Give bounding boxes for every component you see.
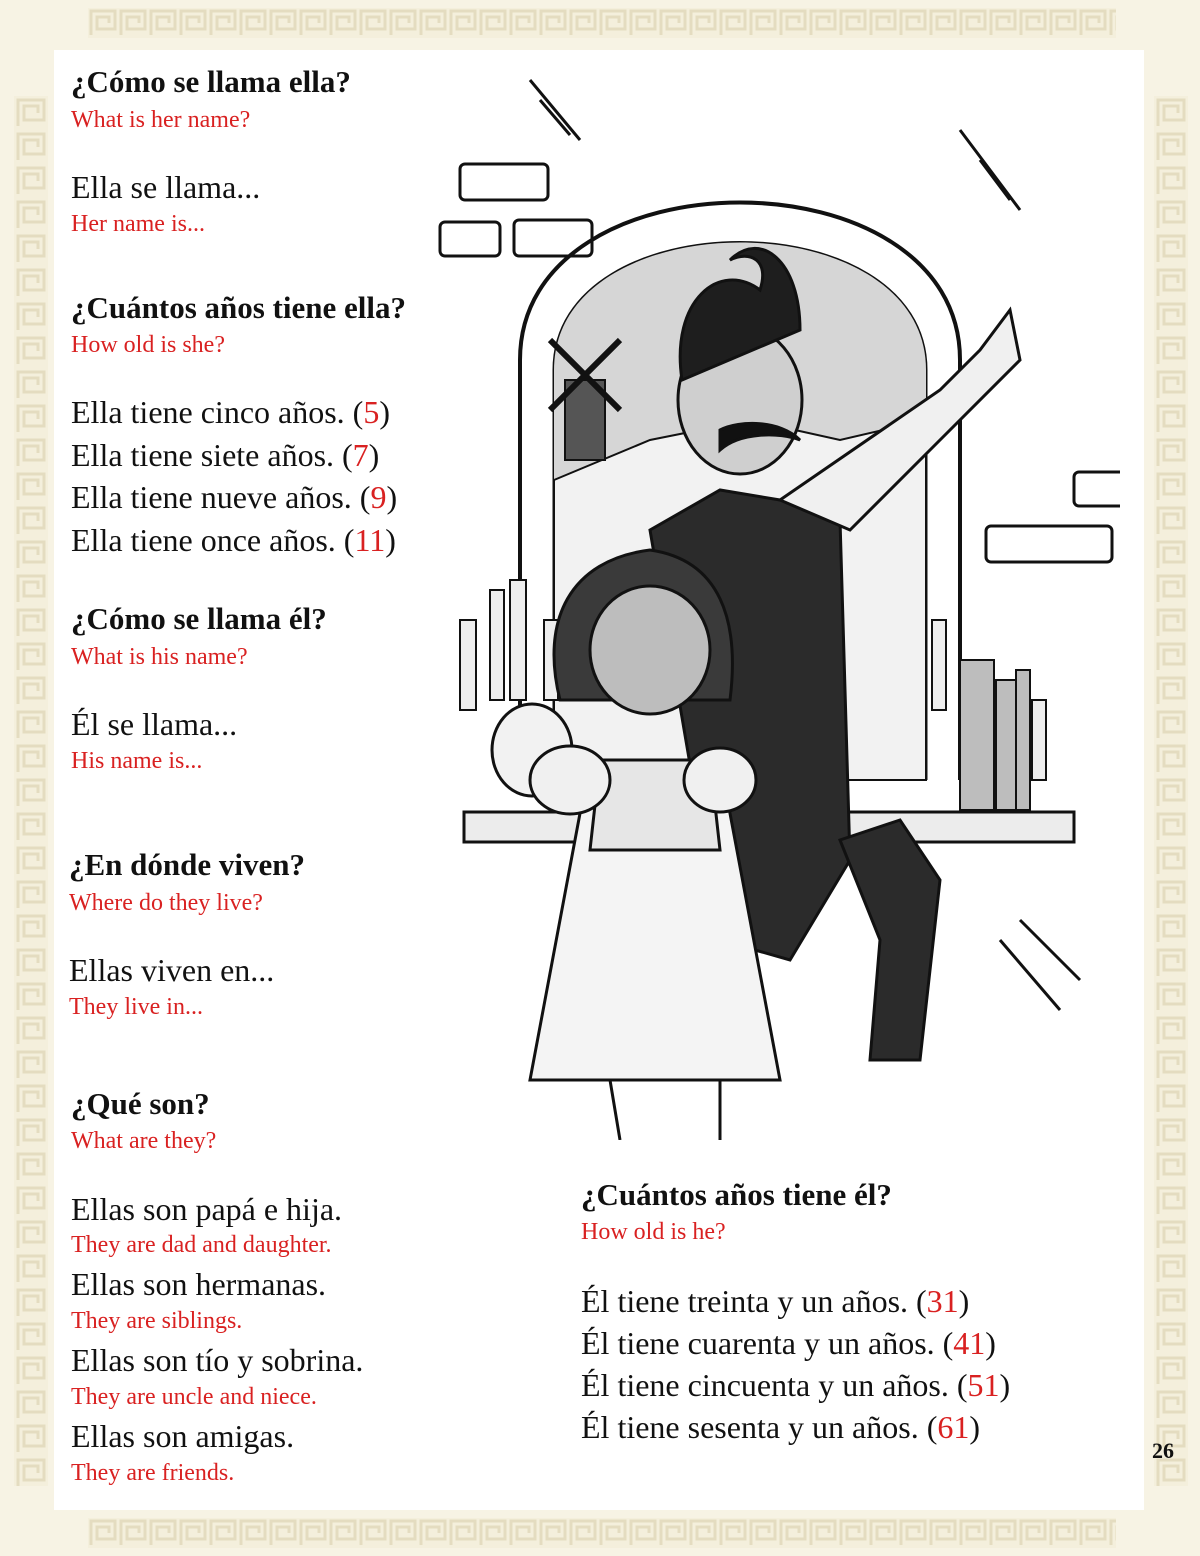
her-age-option: Ella tiene siete años. (7) — [71, 437, 380, 473]
age-number: 5 — [363, 394, 380, 430]
his-age-option: Él tiene cuarenta y un años. (41) — [581, 1325, 996, 1361]
age-number: 7 — [352, 437, 369, 473]
relation-option-translation: They are uncle and niece. — [71, 1384, 317, 1410]
greek-key-border-left — [14, 96, 48, 1486]
answer-translation-her-name: Her name is... — [71, 211, 205, 237]
age-number: 9 — [370, 479, 387, 515]
relation-option: Ellas son hermanas. — [71, 1266, 327, 1302]
answer-translation-his-name: His name is... — [71, 748, 203, 774]
translation-his-name: What is his name? — [71, 644, 248, 670]
age-number: 61 — [937, 1409, 970, 1445]
answer-his-name: Él se llama... — [71, 706, 238, 742]
translation-his-age: How old is he? — [581, 1219, 726, 1245]
relation-option-translation: They are siblings. — [71, 1308, 243, 1334]
translation-her-name: What is her name? — [71, 107, 251, 133]
man-and-girl-at-window-illustration — [420, 60, 1120, 1140]
relation-option: Ellas son tío y sobrina. — [71, 1342, 364, 1378]
translation-her-age: How old is she? — [71, 332, 225, 358]
answer-her-name: Ella se llama... — [71, 169, 261, 205]
question-his-name: ¿Cómo se llama él? — [71, 601, 327, 636]
page-number: 26 — [1152, 1438, 1174, 1463]
her-age-option: Ella tiene nueve años. (9) — [71, 479, 398, 515]
relation-option-translation: They are dad and daughter. — [71, 1232, 332, 1258]
translation-what-are: What are they? — [71, 1128, 217, 1154]
answer-where-live: Ellas viven en... — [69, 952, 275, 988]
greek-key-border-right — [1154, 96, 1188, 1486]
her-age-option: Ella tiene once años. (11) — [71, 522, 396, 558]
greek-key-border-top — [88, 8, 1116, 38]
question-his-age: ¿Cuántos años tiene él? — [581, 1177, 892, 1212]
age-number: 11 — [354, 522, 386, 558]
translation-where-live: Where do they live? — [69, 890, 263, 916]
relation-option: Ellas son amigas. — [71, 1418, 295, 1454]
his-age-option: Él tiene sesenta y un años. (61) — [581, 1409, 980, 1445]
relation-option: Ellas son papá e hija. — [71, 1191, 343, 1227]
greek-key-border-bottom — [88, 1518, 1116, 1548]
age-number: 41 — [953, 1325, 986, 1361]
her-age-option: Ella tiene cinco años. (5) — [71, 394, 390, 430]
answer-translation-where-live: They live in... — [69, 994, 203, 1020]
his-age-option: Él tiene treinta y un años. (31) — [581, 1283, 970, 1319]
question-her-age: ¿Cuántos años tiene ella? — [71, 290, 406, 325]
question-her-name: ¿Cómo se llama ella? — [71, 64, 351, 99]
relation-option-translation: They are friends. — [71, 1460, 235, 1486]
question-what-are: ¿Qué son? — [71, 1086, 210, 1121]
age-number: 31 — [926, 1283, 959, 1319]
his-age-option: Él tiene cincuenta y un años. (51) — [581, 1367, 1011, 1403]
age-number: 51 — [967, 1367, 1000, 1403]
question-where-live: ¿En dónde viven? — [69, 847, 306, 882]
